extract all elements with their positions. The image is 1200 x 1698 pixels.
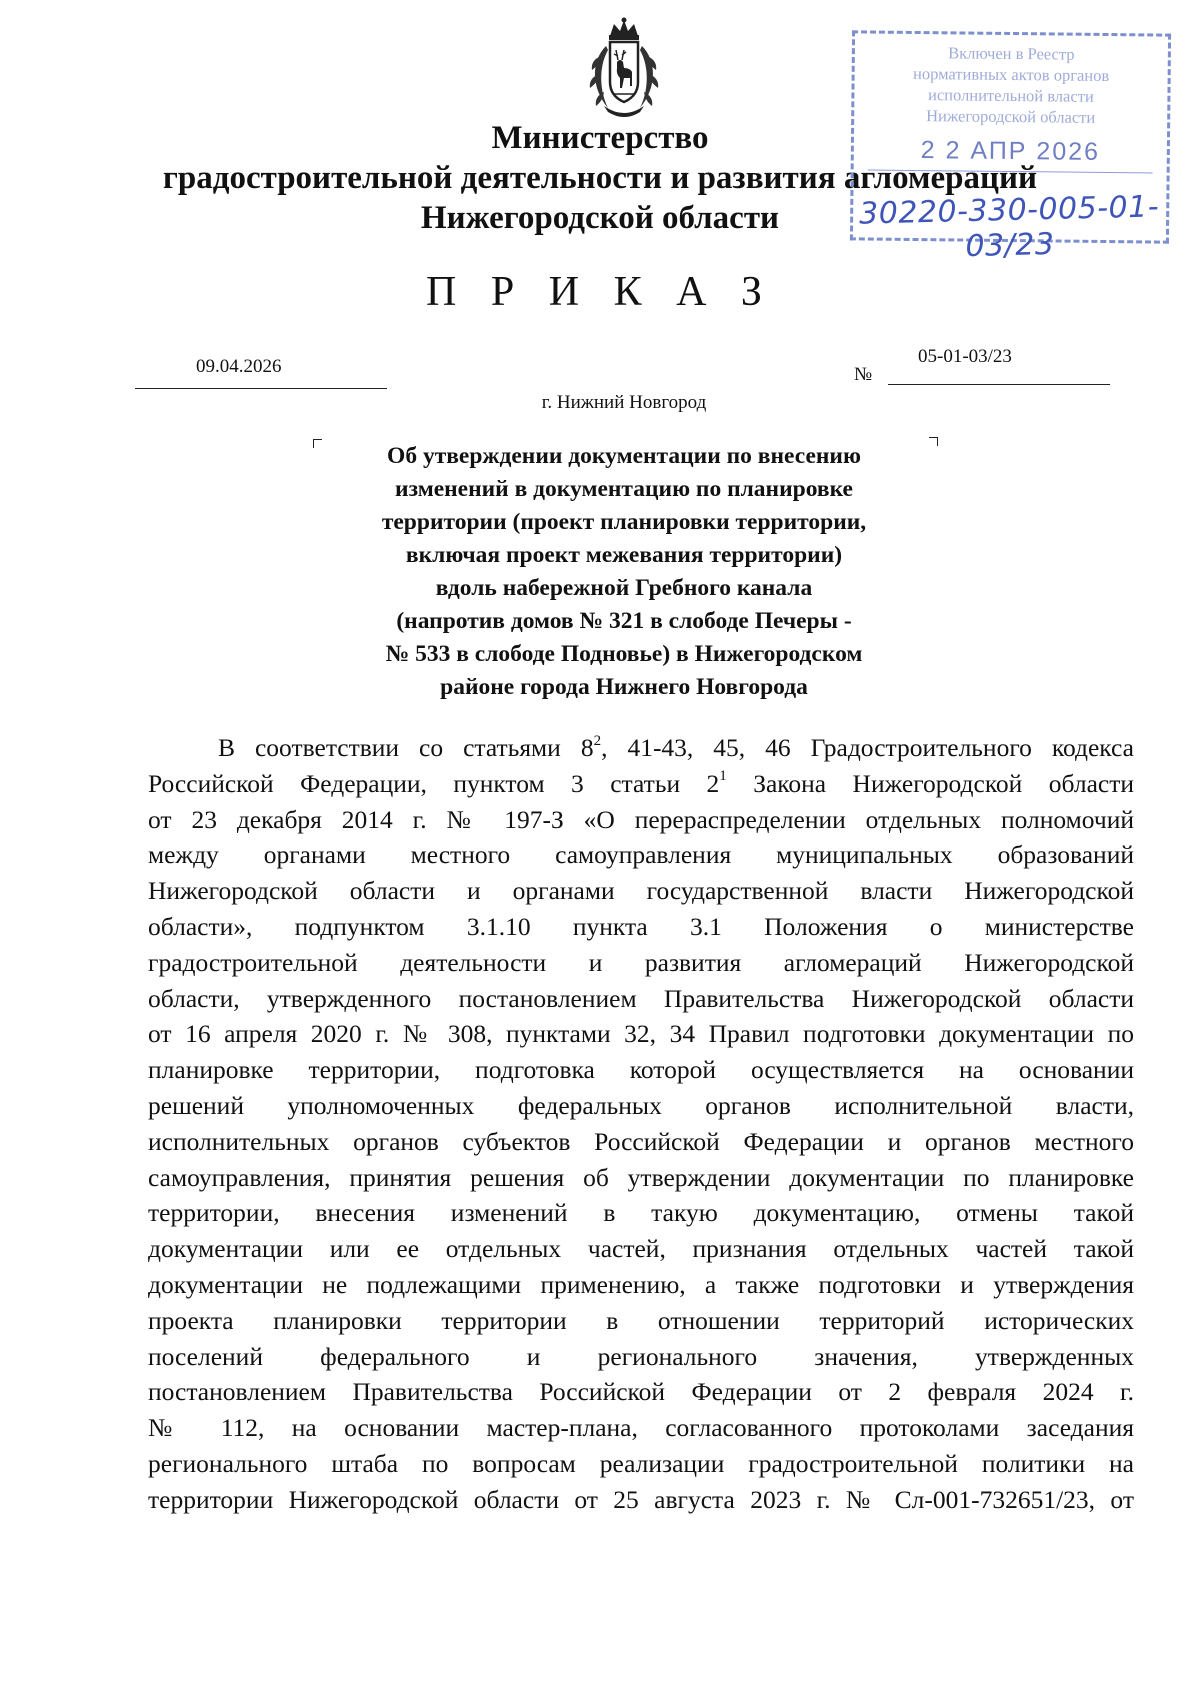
subject-line: вдоль набережной Гребного канала bbox=[435, 575, 813, 601]
city-name: г. Нижний Новгород bbox=[541, 392, 707, 413]
order-body-text bbox=[148, 730, 1134, 1518]
body-line: проекта планировки территории в отношении территорий исторических bbox=[148, 1305, 1134, 1335]
number-underline bbox=[888, 384, 1110, 385]
body-line: исполнительных органов субъектов Российской Федерации и органов местного bbox=[148, 1126, 1134, 1156]
stamp-date: 2 2 АПР 2026 bbox=[920, 136, 1101, 166]
coat-of-arms-emblem bbox=[578, 16, 670, 120]
ministry-line-3: Нижегородской области bbox=[420, 200, 780, 236]
stamp-text-line: Нижегородской области bbox=[926, 106, 1096, 127]
subject-line: изменений в документацию по планировке bbox=[395, 476, 853, 502]
number-sign: № bbox=[854, 364, 873, 385]
body-line: поселений федерального и регионального значения, утвержденных bbox=[148, 1341, 1134, 1371]
subject-line: № 533 в слободе Подновье) в Нижегородском bbox=[385, 641, 863, 667]
document-type-title: П Р И К А З bbox=[426, 269, 774, 315]
registry-stamp bbox=[850, 30, 1171, 265]
subject-line: включая проект межевания территории) bbox=[405, 542, 843, 568]
superscript: 1 bbox=[719, 768, 727, 785]
body-line: № 112, на основании мастер-плана, согласованного протоколами заседания bbox=[148, 1413, 1134, 1443]
body-line: Нижегородской области и органами государственной власти Нижегородской bbox=[148, 876, 1134, 906]
body-line: области, утвержденного постановлением Правительства Нижегородской области bbox=[148, 983, 1134, 1013]
body-text-segment: , 41-43, 45, 46 Градостроительного кодекса bbox=[601, 733, 1134, 762]
stamp-text-line: нормативных актов органов bbox=[912, 63, 1110, 86]
body-line: планировке территории, подготовка которой осуществляется на основании bbox=[148, 1055, 1134, 1085]
stamp-text-line: Включен в Реестр bbox=[948, 43, 1075, 64]
body-text-segment: В соответствии со статьями 8 bbox=[218, 733, 594, 762]
body-line: регионального штаба по вопросам реализации градостроительной политики на bbox=[148, 1448, 1134, 1478]
stamp-registration-number: 30220-330-005-01-03/23 bbox=[858, 189, 1160, 265]
body-line: территории Нижегородской области от 25 августа 2023 г. № Сл-001-732651/23, от bbox=[148, 1484, 1134, 1514]
order-subject bbox=[300, 440, 948, 704]
stamp-divider bbox=[868, 170, 1153, 174]
order-date: 09.04.2026 bbox=[196, 356, 282, 377]
body-line bbox=[148, 730, 1134, 766]
body-line: градостроительной деятельности и развития агломераций Нижегородской bbox=[148, 947, 1134, 977]
ministry-line-1: Министерство bbox=[491, 120, 709, 156]
body-line: документации или ее отдельных частей, признания отдельных частей такой bbox=[148, 1234, 1134, 1264]
body-text-segment: Российской Федерации, пунктом 3 статьи 2 bbox=[148, 768, 720, 798]
body-line: между органами местного самоуправления муниципальных образований bbox=[148, 840, 1134, 870]
subject-line: Об утверждении документации по внесению bbox=[387, 443, 861, 469]
body-line: от 16 апреля 2020 г. № 308, пунктами 32, 34 Правил подготовки документации по bbox=[148, 1019, 1134, 1049]
body-line: самоуправления, принятия решения об утверждении документации по планировке bbox=[148, 1162, 1134, 1192]
subject-line: территории (проект планировки территории, bbox=[381, 509, 867, 535]
body-line: области», подпунктом 3.1.10 пункта 3.1 Положения о министерстве bbox=[148, 911, 1134, 941]
stamp-text-line: исполнительной власти bbox=[927, 85, 1094, 106]
order-number: 05-01-03/23 bbox=[918, 346, 1012, 367]
body-line bbox=[148, 766, 1134, 802]
subject-line: (напротив домов № 321 в слободе Печеры - bbox=[396, 608, 852, 634]
body-text-segment: Закона Нижегородской области bbox=[726, 768, 1134, 798]
subject-line: районе города Нижнего Новгорода bbox=[440, 674, 808, 700]
ministry-line-2: градостроительной деятельности и развития агломераций bbox=[162, 160, 1038, 196]
superscript: 2 bbox=[593, 732, 602, 749]
date-underline bbox=[135, 388, 387, 389]
body-line: документации не подлежащими применению, а также подготовки и утверждения bbox=[148, 1269, 1134, 1299]
body-line: территории, внесения изменений в такую документацию, отмены такой bbox=[148, 1198, 1134, 1228]
body-line: от 23 декабря 2014 г. № 197-З «О перераспределении отдельных полномочий bbox=[148, 804, 1134, 834]
body-line: постановлением Правительства Российской Федерации от 2 февраля 2024 г. bbox=[148, 1377, 1134, 1407]
stamp-text bbox=[854, 41, 1168, 128]
body-line: решений уполномоченных федеральных органов исполнительной власти, bbox=[148, 1090, 1134, 1120]
